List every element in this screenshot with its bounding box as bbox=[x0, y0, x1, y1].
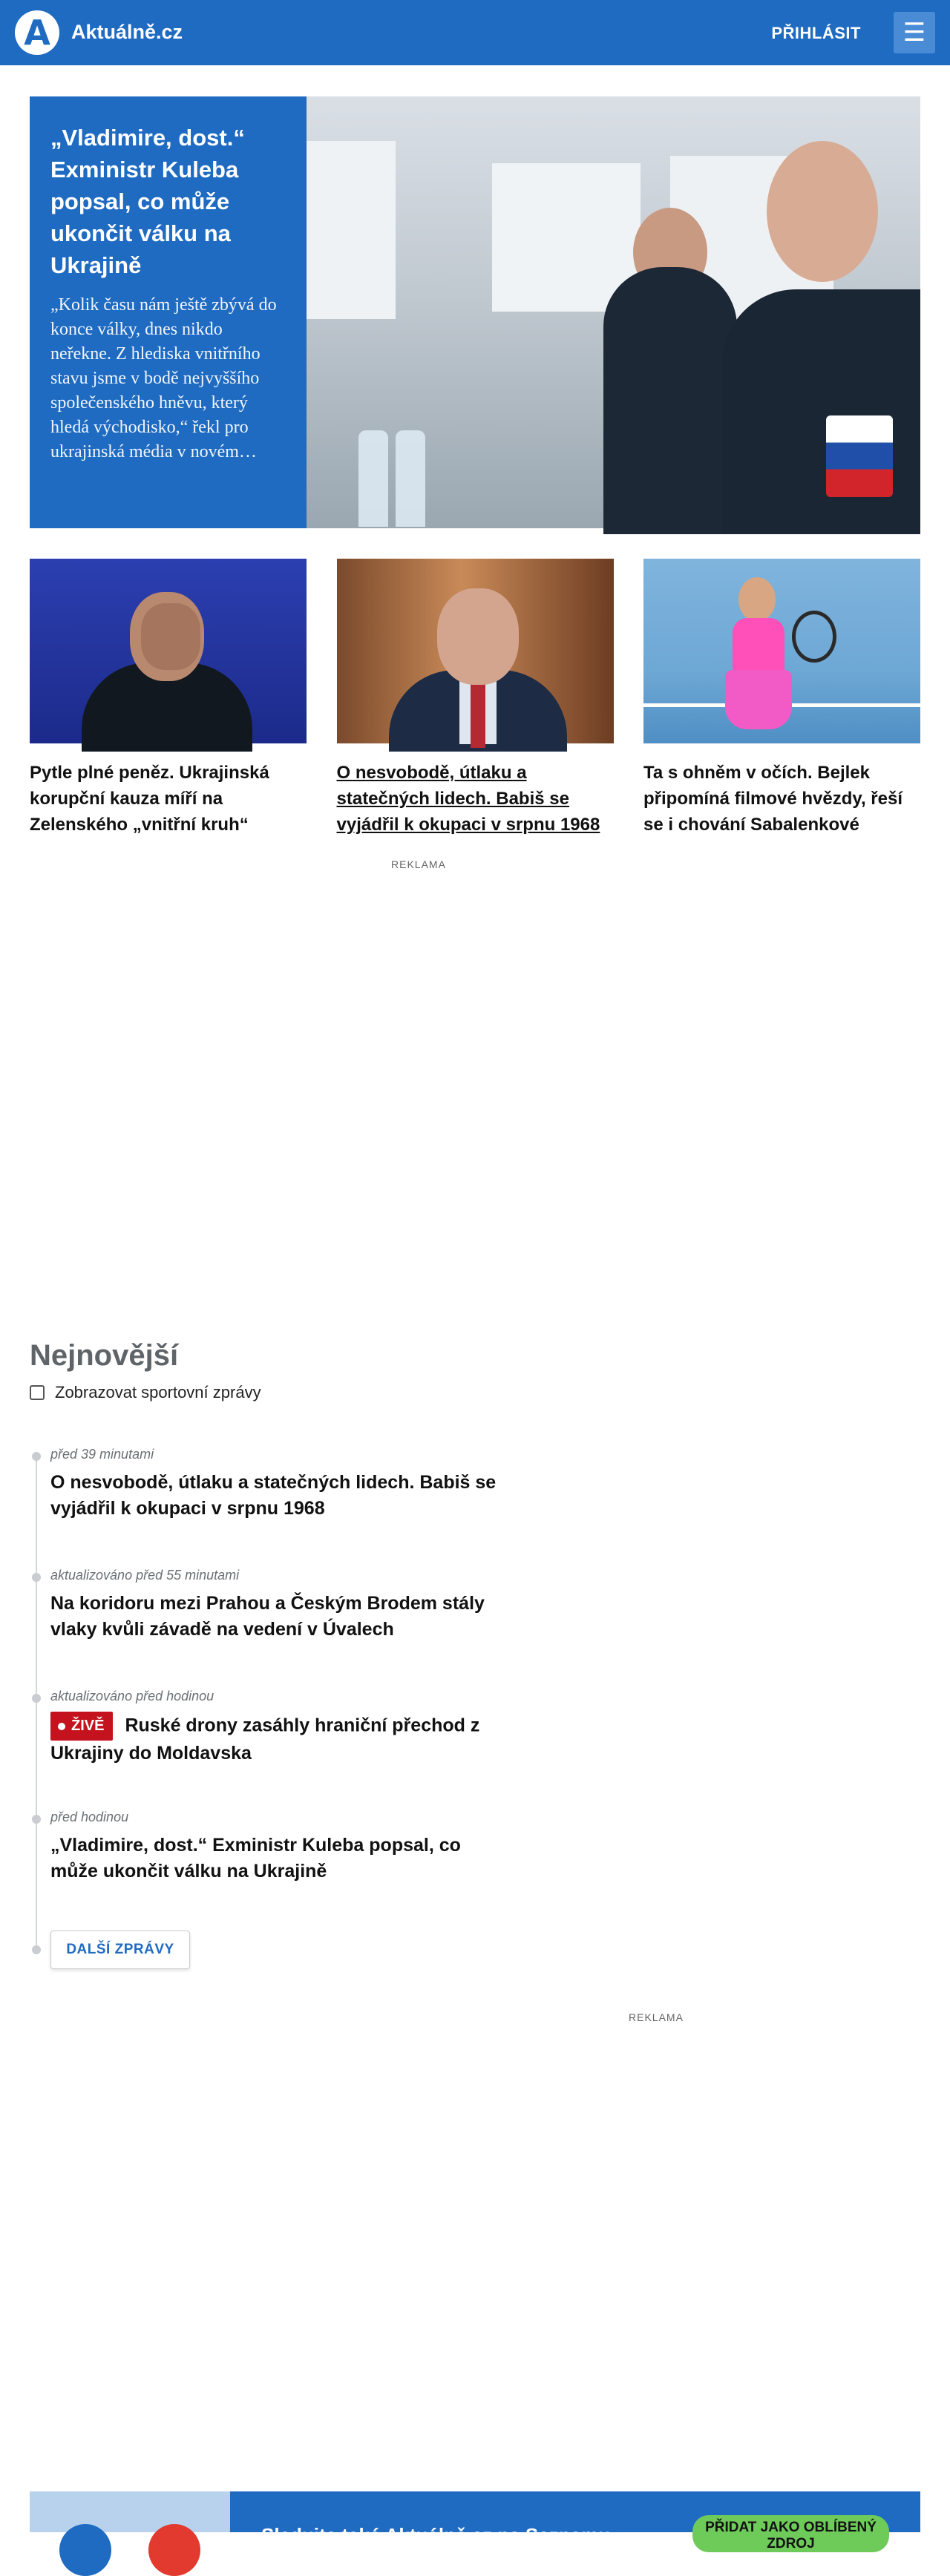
sport-news-toggle-label[interactable]: Zobrazovat sportovní zprávy bbox=[55, 1383, 261, 1402]
hero-article[interactable] bbox=[30, 96, 920, 528]
news-timeline bbox=[30, 1447, 505, 1969]
login-link[interactable]: PŘIHLÁSIT bbox=[771, 24, 861, 42]
timeline-title[interactable]: „Vladimire, dost.“ Exministr Kuleba popsal, co může ukončit válku na Ukrajině bbox=[50, 1835, 461, 1882]
sport-news-toggle[interactable] bbox=[30, 1383, 490, 1402]
article-card-image[interactable] bbox=[337, 559, 614, 743]
logo-letter: A bbox=[24, 13, 50, 53]
newest-title: Nejnovější bbox=[30, 1339, 179, 1372]
article-card-title[interactable]: Ta s ohněm v očích. Bejlek připomíná filmové hvězdy, řeší se i chování Sabalenkové bbox=[643, 763, 902, 835]
hero-image[interactable] bbox=[307, 96, 920, 528]
article-card[interactable] bbox=[30, 559, 307, 838]
timeline-title[interactable]: Na koridoru mezi Prahou a Českým Brodem stály vlaky kvůli závadě na vedení v Úvalech bbox=[50, 1593, 485, 1640]
newest-section bbox=[30, 1339, 490, 1402]
timeline-dot bbox=[32, 1573, 41, 1582]
ad-label: REKLAMA bbox=[391, 858, 446, 870]
more-news-wrap bbox=[30, 1931, 505, 1969]
hero-image-window bbox=[307, 141, 396, 319]
hero-perex: „Kolik času nám ještě zbývá do konce války, dnes nikdo neřekne. Z hlediska vnitřního stavu jsme v bodě nejvyššího společenského hněvu, který hledá východisko,“ řekl pro ukrajinská média v novém… bbox=[50, 295, 277, 461]
hero-image-figure bbox=[767, 141, 878, 282]
hero-image-figure bbox=[722, 289, 920, 534]
timeline-item[interactable] bbox=[30, 1447, 505, 1568]
flag-patch-icon bbox=[826, 415, 893, 497]
timeline-time: před 39 minutami bbox=[50, 1447, 154, 1462]
timeline-dot bbox=[32, 1694, 41, 1703]
hero-title[interactable]: „Vladimire, dost.“ Exministr Kuleba popsal, co může ukončit válku na Ukrajině bbox=[50, 125, 245, 278]
hero-image-bottle bbox=[358, 430, 388, 527]
timeline-title[interactable]: O nesvobodě, útlaku a statečných lidech. Babiš se vyjádřil k okupaci v srpnu 1968 bbox=[50, 1472, 497, 1519]
card-image-figure bbox=[725, 670, 792, 729]
article-card-title[interactable]: O nesvobodě, útlaku a statečných lidech. Babiš se vyjádřil k okupaci v srpnu 1968 bbox=[336, 763, 600, 835]
timeline-time: před hodinou bbox=[50, 1810, 129, 1824]
hero-text-panel[interactable] bbox=[30, 96, 307, 528]
timeline-dot bbox=[32, 1945, 41, 1954]
promo-circle-icon bbox=[148, 2524, 200, 2576]
sport-news-checkbox[interactable] bbox=[30, 1385, 45, 1400]
add-favorite-source-button[interactable]: PŘIDAT JAKO OBLÍBENÝ ZDROJ bbox=[692, 2515, 889, 2552]
timeline-item[interactable] bbox=[30, 1568, 505, 1689]
site-logo[interactable] bbox=[15, 10, 59, 55]
timeline-time: aktualizováno před 55 minutami bbox=[50, 1568, 240, 1583]
article-card[interactable] bbox=[337, 559, 614, 838]
promo-illustration bbox=[30, 2491, 230, 2532]
article-card-title[interactable]: Pytle plné peněz. Ukrajinská korupční kauza míří na Zelenského „vnitřní kruh“ bbox=[30, 763, 269, 835]
card-image-figure bbox=[437, 588, 519, 685]
card-image-figure bbox=[733, 618, 784, 677]
timeline-time: aktualizováno před hodinou bbox=[50, 1689, 214, 1703]
promo-text: Sledujte také Aktuálně.cz na Seznamu bbox=[261, 2524, 611, 2546]
site-name[interactable]: Aktuálně.cz bbox=[71, 21, 183, 43]
promo-circle-icon bbox=[59, 2524, 111, 2576]
live-badge-label: ŽIVĚ bbox=[71, 1718, 105, 1734]
hero-image-figure bbox=[603, 267, 737, 534]
card-image-figure bbox=[141, 603, 200, 670]
article-cards bbox=[30, 559, 920, 838]
site-header bbox=[0, 0, 950, 65]
article-card-image[interactable] bbox=[30, 559, 307, 743]
card-image-figure bbox=[471, 681, 485, 748]
article-card-image[interactable] bbox=[643, 559, 920, 743]
timeline-dot bbox=[32, 1815, 41, 1824]
timeline-item[interactable] bbox=[30, 1810, 505, 1931]
more-news-button[interactable]: DALŠÍ ZPRÁVY bbox=[50, 1931, 190, 1969]
timeline-title-live[interactable] bbox=[50, 1712, 505, 1767]
live-dot-icon bbox=[58, 1723, 65, 1730]
live-badge bbox=[50, 1712, 113, 1741]
timeline-dot bbox=[32, 1452, 41, 1461]
hamburger-icon: ☰ bbox=[902, 19, 926, 47]
card-image-figure bbox=[738, 577, 776, 622]
promo-banner[interactable] bbox=[30, 2491, 920, 2552]
hero-image-bottle bbox=[396, 430, 425, 527]
ad-label: REKLAMA bbox=[629, 2011, 684, 2023]
timeline-title[interactable]: Ruské drony zasáhly hraniční přechod z Ukrajiny do Moldavska bbox=[50, 1715, 480, 1764]
menu-button[interactable] bbox=[894, 12, 935, 53]
tennis-racket-icon bbox=[792, 611, 836, 663]
timeline-item[interactable] bbox=[30, 1689, 505, 1810]
article-card[interactable] bbox=[643, 559, 920, 838]
